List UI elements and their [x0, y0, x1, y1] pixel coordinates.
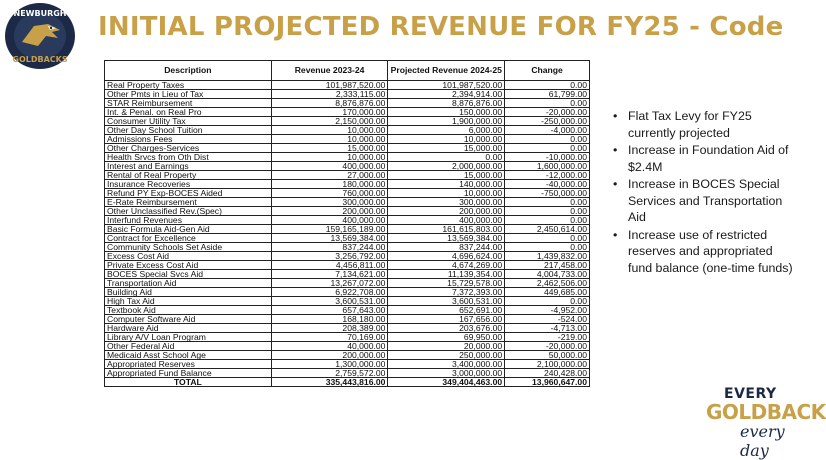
row-revenue-2023-24: 4,456,811.00: [271, 261, 388, 270]
row-revenue-2023-24: 40,000.00: [271, 342, 388, 351]
row-projected-revenue-2024-25: 10,000.00: [388, 135, 505, 144]
row-description: Appropriated Fund Balance: [105, 369, 272, 378]
row-projected-revenue-2024-25: 8,876,876.00: [388, 99, 505, 108]
total-revenue-2023-24: 335,443,816.00: [271, 378, 388, 387]
bullet-glyph: •: [613, 227, 618, 242]
row-revenue-2023-24: 101,987,520.00: [271, 81, 388, 90]
row-description: Other Pmts in Lieu of Tax: [105, 90, 272, 99]
row-change: 1,439,832.00: [505, 252, 590, 261]
row-description: Private Excess Cost Aid: [105, 261, 272, 270]
brand-line-2: GOLDBACK: [706, 400, 826, 424]
row-projected-revenue-2024-25: 167,656.00: [388, 315, 505, 324]
row-description: Refund PY Exp-BOCES Aided: [105, 189, 272, 198]
row-revenue-2023-24: 657,643.00: [271, 306, 388, 315]
row-revenue-2023-24: 180,000.00: [271, 180, 388, 189]
row-description: Int. & Penal. on Real Pro: [105, 108, 272, 117]
row-projected-revenue-2024-25: 11,139,354.00: [388, 270, 505, 279]
row-projected-revenue-2024-25: 300,000.00: [388, 198, 505, 207]
row-projected-revenue-2024-25: 3,000,000.00: [388, 369, 505, 378]
row-description: E-Rate Reimbursement: [105, 198, 272, 207]
row-projected-revenue-2024-25: 15,000.00: [388, 144, 505, 153]
row-projected-revenue-2024-25: 10,000.00: [388, 189, 505, 198]
bullet-item: [612, 176, 798, 226]
row-revenue-2023-24: 1,300,000.00: [271, 360, 388, 369]
row-change: 0.00: [505, 234, 590, 243]
row-change: 0.00: [505, 135, 590, 144]
row-change: -40,000.00: [505, 180, 590, 189]
bullet-text: Increase use of restricted reserves and appropriated fund balance (one-time funds): [628, 227, 793, 275]
bullet-glyph: •: [613, 177, 618, 191]
bullet-text: Flat Tax Levy for FY25 currently projected: [628, 109, 752, 140]
row-revenue-2023-24: 7,134,621.00: [271, 270, 388, 279]
row-change: 50,000.00: [505, 351, 590, 360]
row-revenue-2023-24: 168,180.00: [271, 315, 388, 324]
row-change: -10,000.00: [505, 153, 590, 162]
total-label: TOTAL: [105, 378, 272, 387]
bullet-item: [612, 142, 798, 175]
newburgh-goldbacks-logo: [4, 2, 76, 70]
row-projected-revenue-2024-25: 652,691.00: [388, 306, 505, 315]
total-change: 13,960,647.00: [505, 378, 590, 387]
row-revenue-2023-24: 170,000.00: [271, 108, 388, 117]
row-change: 0.00: [505, 144, 590, 153]
row-projected-revenue-2024-25: 6,000.00: [388, 126, 505, 135]
row-revenue-2023-24: 2,759,572.00: [271, 369, 388, 378]
every-goldback-every-day-brand-mark: [706, 386, 826, 460]
header-change: Change: [505, 61, 590, 81]
row-description: Community Schools Set Aside: [105, 243, 272, 252]
row-change: 0.00: [505, 207, 590, 216]
bullet-glyph: •: [613, 109, 618, 123]
row-projected-revenue-2024-25: 140,000.00: [388, 180, 505, 189]
row-description: Interfund Revenues: [105, 216, 272, 225]
row-change: -4,000.00: [505, 126, 590, 135]
row-change: 0.00: [505, 243, 590, 252]
page-title: INITIAL PROJECTED REVENUE FOR FY25 - Code: [98, 12, 784, 42]
row-projected-revenue-2024-25: 13,569,384.00: [388, 234, 505, 243]
row-change: 4,004,733.00: [505, 270, 590, 279]
header-projected-revenue-2024-25: Projected Revenue 2024-25: [388, 61, 505, 81]
key-points-list: [612, 108, 798, 277]
row-projected-revenue-2024-25: 15,000.00: [388, 171, 505, 180]
row-description: Insurance Recoveries: [105, 180, 272, 189]
logo-text-bottom: GOLDBACKS: [12, 55, 68, 64]
row-description: Other Charges-Services: [105, 144, 272, 153]
row-revenue-2023-24: 6,922,708.00: [271, 288, 388, 297]
row-description: Admissions Fees: [105, 135, 272, 144]
row-revenue-2023-24: 10,000.00: [271, 153, 388, 162]
row-revenue-2023-24: 8,876,876.00: [271, 99, 388, 108]
row-projected-revenue-2024-25: 101,987,520.00: [388, 81, 505, 90]
row-projected-revenue-2024-25: 0.00: [388, 153, 505, 162]
header-description: Description: [105, 61, 272, 81]
row-revenue-2023-24: 13,569,384.00: [271, 234, 388, 243]
bullet-glyph: •: [613, 143, 618, 157]
row-revenue-2023-24: 3,600,531.00: [271, 297, 388, 306]
row-description: BOCES Special Svcs Aid: [105, 270, 272, 279]
row-projected-revenue-2024-25: 250,000.00: [388, 351, 505, 360]
row-change: -524.00: [505, 315, 590, 324]
row-change: 2,100,000.00: [505, 360, 590, 369]
row-projected-revenue-2024-25: 400,000.00: [388, 216, 505, 225]
row-change: 0.00: [505, 198, 590, 207]
row-projected-revenue-2024-25: 4,674,269.00: [388, 261, 505, 270]
row-change: 61,799.00: [505, 90, 590, 99]
row-projected-revenue-2024-25: 837,244.00: [388, 243, 505, 252]
bullet-text: Increase in BOCES Special Services and Transportation Aid: [628, 177, 783, 224]
row-change: 217,458.00: [505, 261, 590, 270]
row-change: 0.00: [505, 81, 590, 90]
row-projected-revenue-2024-25: 3,400,000.00: [388, 360, 505, 369]
row-revenue-2023-24: 159,165,189.00: [271, 225, 388, 234]
row-change: 449,685.00: [505, 288, 590, 297]
row-revenue-2023-24: 200,000.00: [271, 351, 388, 360]
row-description: Consumer Utility Tax: [105, 117, 272, 126]
row-revenue-2023-24: 760,000.00: [271, 189, 388, 198]
row-description: Library A/V Loan Program: [105, 333, 272, 342]
row-projected-revenue-2024-25: 3,600,531.00: [388, 297, 505, 306]
row-description: Interest and Earnings: [105, 162, 272, 171]
row-change: -219.00: [505, 333, 590, 342]
row-description: Contract for Excellence: [105, 234, 272, 243]
logo-text-top: NEWBURGH: [13, 9, 67, 18]
row-description: Health Srvcs from Oth Dist: [105, 153, 272, 162]
row-projected-revenue-2024-25: 1,900,000.00: [388, 117, 505, 126]
row-change: -20,000.00: [505, 108, 590, 117]
row-revenue-2023-24: 400,000.00: [271, 216, 388, 225]
row-change: 2,450,614.00: [505, 225, 590, 234]
row-description: Rental of Real Property: [105, 171, 272, 180]
row-projected-revenue-2024-25: 4,696,624.00: [388, 252, 505, 261]
row-projected-revenue-2024-25: 2,394,914.00: [388, 90, 505, 99]
row-description: Computer Software Aid: [105, 315, 272, 324]
row-revenue-2023-24: 15,000.00: [271, 144, 388, 153]
bullet-item: [612, 227, 798, 277]
row-projected-revenue-2024-25: 203,676.00: [388, 324, 505, 333]
row-revenue-2023-24: 70,169.00: [271, 333, 388, 342]
row-change: 0.00: [505, 297, 590, 306]
row-revenue-2023-24: 2,333,115.00: [271, 90, 388, 99]
row-change: 240,428.00: [505, 369, 590, 378]
row-description: Other Federal Aid: [105, 342, 272, 351]
row-projected-revenue-2024-25: 161,615,803.00: [388, 225, 505, 234]
row-description: Excess Cost Aid: [105, 252, 272, 261]
row-revenue-2023-24: 400,000.00: [271, 162, 388, 171]
row-projected-revenue-2024-25: 69,950.00: [388, 333, 505, 342]
brand-line-1: EVERY: [724, 386, 777, 402]
row-description: Other Unclassified Rev.(Spec): [105, 207, 272, 216]
row-description: High Tax Aid: [105, 297, 272, 306]
row-change: -4,713.00: [505, 324, 590, 333]
row-change: -12,000.00: [505, 171, 590, 180]
row-revenue-2023-24: 27,000.00: [271, 171, 388, 180]
row-change: 2,462,506.00: [505, 279, 590, 288]
row-revenue-2023-24: 200,000.00: [271, 207, 388, 216]
row-projected-revenue-2024-25: 15,729,578.00: [388, 279, 505, 288]
row-revenue-2023-24: 300,000.00: [271, 198, 388, 207]
row-projected-revenue-2024-25: 7,372,393.00: [388, 288, 505, 297]
row-projected-revenue-2024-25: 2,000,000.00: [388, 162, 505, 171]
row-description: Textbook Aid: [105, 306, 272, 315]
row-revenue-2023-24: 13,267,072.00: [271, 279, 388, 288]
row-description: Basic Formula Aid-Gen Aid: [105, 225, 272, 234]
row-description: Medicaid Asst School Age: [105, 351, 272, 360]
row-revenue-2023-24: 10,000.00: [271, 135, 388, 144]
row-description: STAR Reimbursement: [105, 99, 272, 108]
row-description: Transportation Aid: [105, 279, 272, 288]
row-revenue-2023-24: 837,244.00: [271, 243, 388, 252]
row-projected-revenue-2024-25: 20,000.00: [388, 342, 505, 351]
revenue-table-body: [105, 81, 590, 387]
revenue-table: [104, 60, 590, 387]
row-revenue-2023-24: 2,150,000.00: [271, 117, 388, 126]
row-description: Other Day School Tuition: [105, 126, 272, 135]
row-projected-revenue-2024-25: 150,000.00: [388, 108, 505, 117]
row-change: -20,000.00: [505, 342, 590, 351]
row-revenue-2023-24: 208,389.00: [271, 324, 388, 333]
row-revenue-2023-24: 10,000.00: [271, 126, 388, 135]
row-description: Real Property Taxes: [105, 81, 272, 90]
brand-line-3: every day: [740, 422, 785, 460]
bullet-text: Increase in Foundation Aid of $2.4M: [628, 143, 789, 174]
total-projected-revenue-2024-25: 349,404,463.00: [388, 378, 505, 387]
row-projected-revenue-2024-25: 200,000.00: [388, 207, 505, 216]
row-change: -750,000.00: [505, 189, 590, 198]
row-change: 0.00: [505, 216, 590, 225]
row-change: -250,000.00: [505, 117, 590, 126]
header-revenue-2023-24: Revenue 2023-24: [271, 61, 388, 81]
row-change: -4,952.00: [505, 306, 590, 315]
row-change: 0.00: [505, 99, 590, 108]
row-change: 1,600,000.00: [505, 162, 590, 171]
row-description: Appropriated Reserves: [105, 360, 272, 369]
table-total-row: [105, 378, 590, 387]
bullet-item: [612, 108, 798, 141]
row-description: Hardware Aid: [105, 324, 272, 333]
row-revenue-2023-24: 3,256,792.00: [271, 252, 388, 261]
row-description: Building Aid: [105, 288, 272, 297]
table-header-row: [105, 61, 590, 81]
